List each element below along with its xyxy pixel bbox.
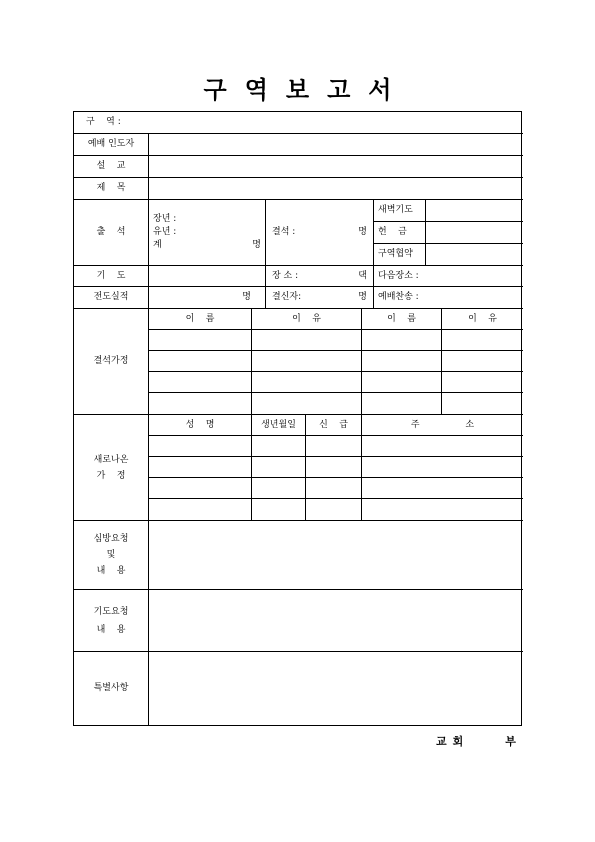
- evangelism-label: 전도실적: [74, 287, 149, 309]
- next-place-box[interactable]: [374, 266, 523, 287]
- offering-input[interactable]: [426, 222, 523, 244]
- district-label: 구 역 :: [86, 117, 121, 127]
- absent-header-reason-2: 이 유: [442, 309, 523, 330]
- absent-cell[interactable]: [362, 372, 442, 393]
- total-label: 계: [153, 240, 162, 250]
- newcomer-cell[interactable]: [149, 436, 252, 457]
- place-label: 장 소 :: [272, 270, 299, 281]
- newcomer-cell[interactable]: [362, 457, 523, 478]
- absent-count-box[interactable]: [266, 200, 374, 266]
- decided-box[interactable]: [266, 287, 374, 309]
- absent-cell[interactable]: [362, 351, 442, 372]
- place-unit: 댁: [358, 270, 367, 281]
- newcomer-cell[interactable]: [362, 499, 523, 521]
- absent-cell[interactable]: [252, 372, 362, 393]
- subject-label: 제 목: [74, 178, 149, 200]
- absent-cell[interactable]: [149, 351, 252, 372]
- church-label: 교회: [436, 735, 470, 748]
- district-agreement-input[interactable]: [426, 244, 523, 266]
- absent-unit: 명: [358, 227, 367, 237]
- prayer-request-input[interactable]: [149, 590, 523, 652]
- sermon-label: 설 교: [74, 156, 149, 178]
- absent-cell[interactable]: [442, 351, 523, 372]
- total-line: [153, 239, 261, 252]
- visit-request-line3: 내 용: [96, 566, 126, 576]
- absent-cell[interactable]: [252, 351, 362, 372]
- absent-cell[interactable]: [149, 330, 252, 351]
- prayer-request-line1: 기도요청: [93, 606, 129, 617]
- newcomer-cell[interactable]: [306, 436, 362, 457]
- visit-request-label: [74, 521, 149, 590]
- newcomer-cell[interactable]: [149, 478, 252, 499]
- youth-label: 유년 :: [153, 227, 177, 237]
- newcomer-cell[interactable]: [306, 457, 362, 478]
- worship-leader-input[interactable]: [149, 134, 523, 156]
- absentees-label: 결석가정: [74, 309, 149, 415]
- prayer-label: 기 도: [74, 266, 149, 287]
- church-department-footer: [436, 733, 522, 749]
- special-notes-input[interactable]: [149, 652, 523, 725]
- department-label: 부: [505, 735, 522, 748]
- place-box[interactable]: [266, 266, 374, 287]
- attendance-count-box[interactable]: [149, 200, 266, 266]
- decided-unit: 명: [358, 292, 367, 302]
- evangelism-count-box[interactable]: [149, 287, 266, 309]
- total-unit: 명: [252, 240, 261, 250]
- district-agreement-label: 구역협약: [374, 244, 426, 266]
- newcomer-cell[interactable]: [252, 478, 306, 499]
- absent-cell[interactable]: [362, 393, 442, 415]
- absent-label: 결석 :: [272, 227, 296, 237]
- newcomers-label-line1: 새로나온: [93, 454, 129, 465]
- adults-label: 장년 :: [153, 214, 177, 224]
- newcomer-header-address: 주 소: [362, 415, 523, 436]
- worship-leader-label: 예배 인도자: [74, 134, 149, 156]
- newcomer-header-name: 성 명: [149, 415, 252, 436]
- evangelism-unit: 명: [242, 292, 251, 302]
- absent-header-name-1: 이 름: [149, 309, 252, 330]
- newcomer-cell[interactable]: [362, 478, 523, 499]
- worship-hymn-label: 예배찬송 :: [378, 292, 419, 302]
- absent-header-reason-1: 이 유: [252, 309, 362, 330]
- newcomer-cell[interactable]: [149, 499, 252, 521]
- absent-cell[interactable]: [149, 372, 252, 393]
- newcomer-cell[interactable]: [306, 499, 362, 521]
- newcomers-label: [74, 415, 149, 521]
- absent-cell[interactable]: [252, 393, 362, 415]
- newcomer-cell[interactable]: [149, 457, 252, 478]
- newcomers-label-line2: 가 정: [96, 470, 126, 481]
- district-field[interactable]: [74, 112, 523, 134]
- newcomer-cell[interactable]: [252, 457, 306, 478]
- prayer-request-line2: 내 용: [96, 624, 126, 635]
- worship-hymn-box[interactable]: [374, 287, 523, 309]
- next-place-label: 다음장소 :: [378, 270, 419, 281]
- absent-cell[interactable]: [442, 372, 523, 393]
- newcomer-header-rank: 신 급: [306, 415, 362, 436]
- attendance-label: 출 석: [74, 200, 149, 266]
- absent-cell[interactable]: [149, 393, 252, 415]
- absent-cell[interactable]: [442, 330, 523, 351]
- absent-cell[interactable]: [252, 330, 362, 351]
- newcomer-cell[interactable]: [306, 478, 362, 499]
- prayer-input[interactable]: [149, 266, 266, 287]
- prayer-request-label: [74, 590, 149, 652]
- special-notes-label: 특별사항: [74, 652, 149, 725]
- page-title: 구역보고서: [203, 76, 410, 104]
- newcomer-cell[interactable]: [362, 436, 523, 457]
- visit-request-line2: 및: [106, 550, 116, 560]
- newcomer-cell[interactable]: [252, 436, 306, 457]
- dawn-prayer-label: 새벽기도: [374, 200, 426, 222]
- decided-label: 결신자:: [272, 292, 302, 302]
- absent-cell[interactable]: [362, 330, 442, 351]
- newcomer-header-birthdate: 생년월일: [252, 415, 306, 436]
- offering-label: 헌 금: [374, 222, 426, 244]
- dawn-prayer-input[interactable]: [426, 200, 523, 222]
- absent-cell[interactable]: [442, 393, 523, 415]
- sermon-input[interactable]: [149, 156, 523, 178]
- subject-input[interactable]: [149, 178, 523, 200]
- visit-request-input[interactable]: [149, 521, 523, 590]
- visit-request-line1: 심방요청: [93, 534, 129, 544]
- report-form: [73, 111, 522, 726]
- absent-header-name-2: 이 름: [362, 309, 442, 330]
- newcomer-cell[interactable]: [252, 499, 306, 521]
